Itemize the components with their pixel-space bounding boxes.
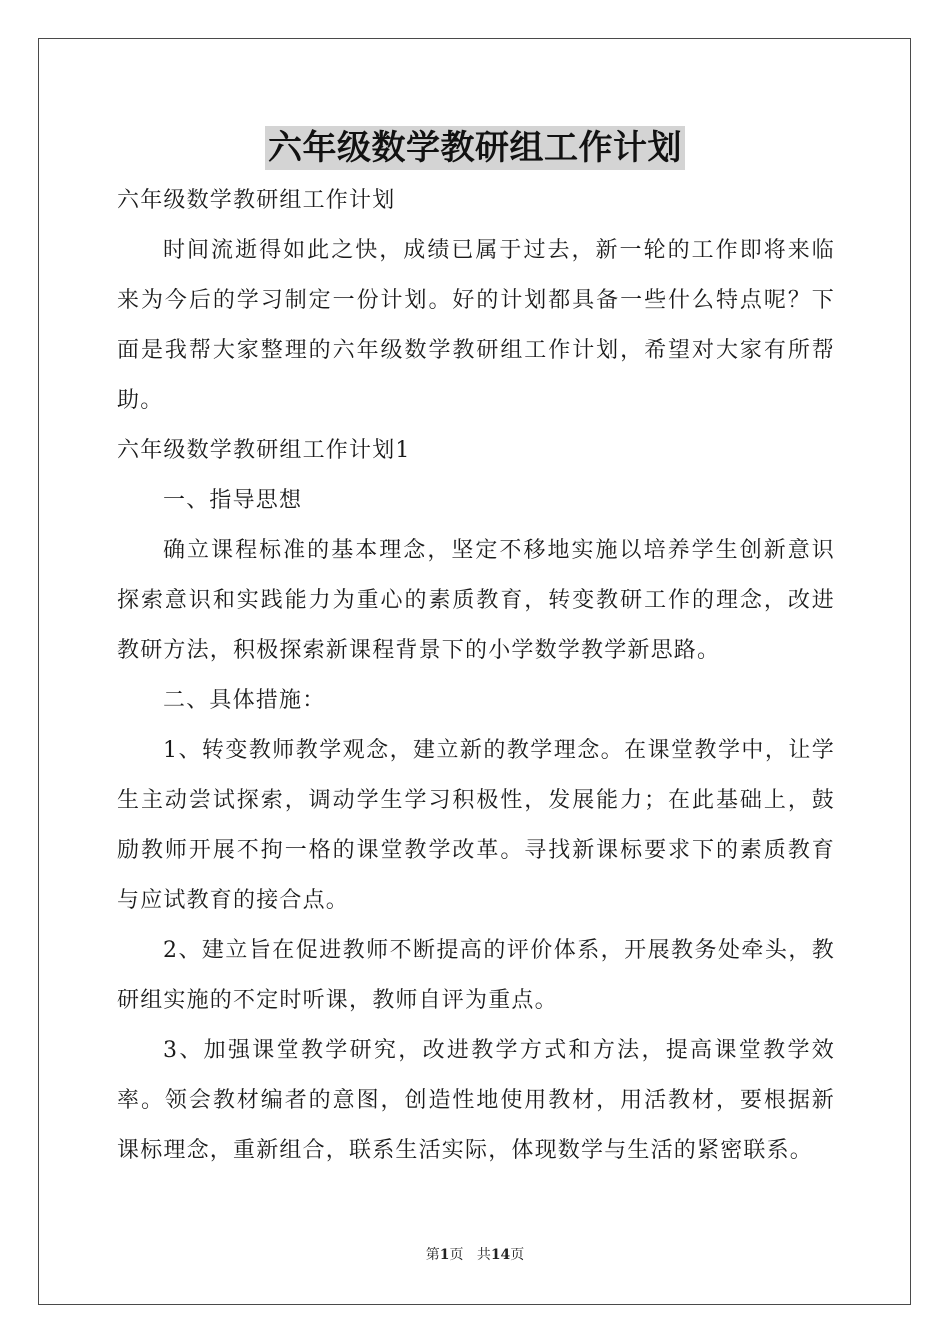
- page-total: 14: [490, 1247, 511, 1263]
- total-suffix: 页: [510, 1247, 525, 1263]
- measure-item-3: 3、加强课堂教学研究，改进教学方式和方法，提高课堂教学效率。领会教材编者的意图，创造性地使用教材，用活教材，要根据新课标理念，重新组合，联系生活实际，体现数学与生活的紧密联系。: [117, 1038, 835, 1163]
- page-prefix: 第: [425, 1247, 440, 1263]
- measure-item-2: 2、建立旨在促进教师不断提高的评价体系，开展教务处牵头，教研组实施的不定时听课，教师自评为重点。: [117, 938, 835, 1013]
- section-heading: 六年级数学教研组工作计划1: [117, 438, 411, 463]
- intro-paragraph: 时间流逝得如此之快，成绩已属于过去，新一轮的工作即将来临来为今后的学习制定一份计划。好的计划都具备一些什么特点呢？下面是我帮大家整理的六年级数学教研组工作计划，希望对大家有所帮助。: [117, 238, 835, 413]
- document-title: 六年级数学教研组工作计划: [265, 126, 685, 170]
- total-prefix: 共: [476, 1247, 491, 1263]
- part2-heading: 二、具体措施：: [163, 688, 326, 713]
- page-suffix: 页: [449, 1247, 464, 1263]
- document-body: [117, 176, 835, 1176]
- part1-heading: 一、指导思想: [163, 488, 303, 513]
- page-current: 1: [439, 1247, 450, 1263]
- title-container: [0, 126, 950, 170]
- measure-item-1: 1、转变教师教学观念，建立新的教学理念。在课堂教学中，让学生主动尝试探索，调动学生学习积极性，发展能力；在此基础上，鼓励教师开展不拘一格的课堂教学改革。寻找新课标要求下的素质教育与应试教育的接合点。: [117, 738, 835, 913]
- page-footer: [0, 1245, 950, 1265]
- document-subtitle: 六年级数学教研组工作计划: [117, 188, 396, 213]
- part1-paragraph: 确立课程标准的基本理念，坚定不移地实施以培养学生创新意识探索意识和实践能力为重心的素质教育，转变教研工作的理念，改进教研方法，积极探索新课程背景下的小学数学教学新思路。: [117, 538, 835, 663]
